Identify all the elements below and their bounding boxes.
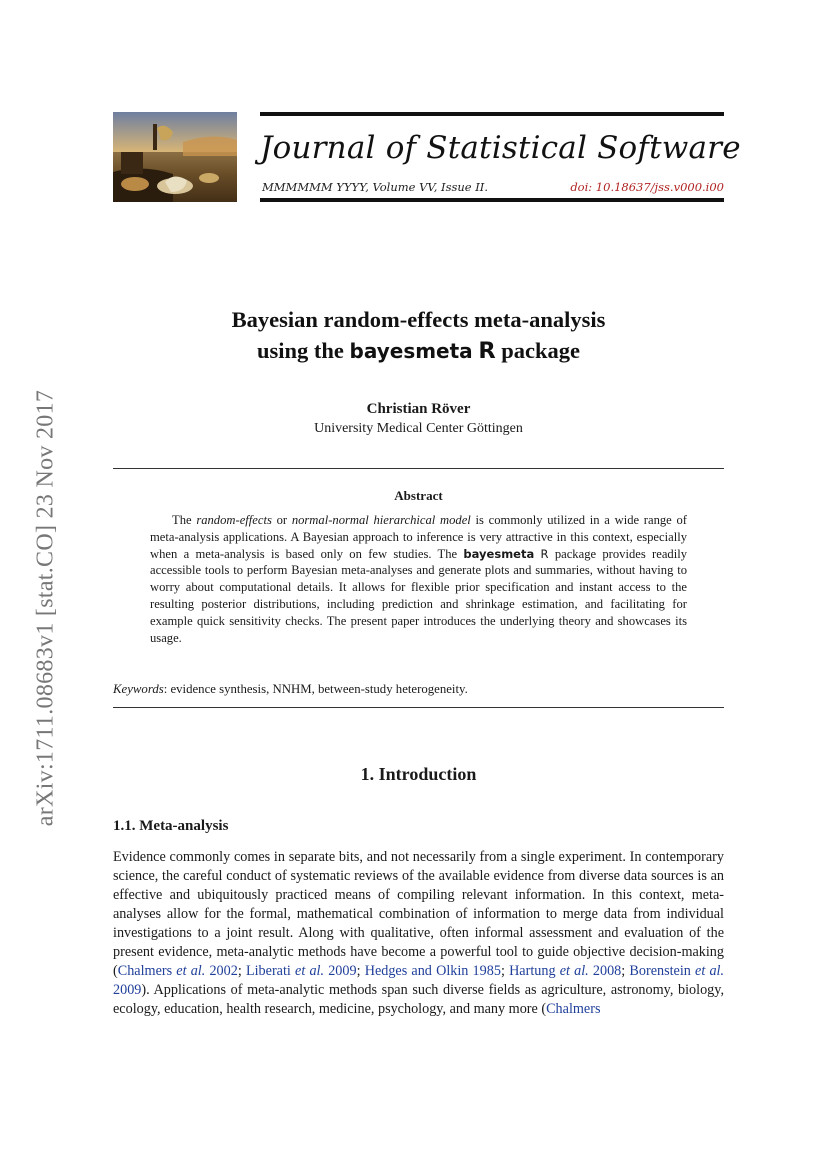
citation-link[interactable] bbox=[246, 963, 357, 979]
citation-year: 2009 bbox=[113, 982, 142, 998]
abstract-bottom-rule bbox=[113, 707, 724, 708]
citation-separator: ; bbox=[500, 963, 510, 979]
keywords bbox=[113, 682, 724, 697]
body-text-run: ). Applications of meta-analytic methods span such diverse fields as agriculture, astronomy, biology, ecology, education, health research, medicine, psychology, and many more ( bbox=[113, 982, 724, 1017]
abstract-emphasis: random-effects bbox=[196, 513, 272, 527]
body-paragraph bbox=[113, 848, 724, 1019]
citation-year: 2009 bbox=[324, 963, 357, 979]
citation-etal: et al. bbox=[559, 963, 589, 979]
abstract-text-run: The bbox=[172, 513, 197, 527]
citation-link[interactable] bbox=[509, 963, 621, 979]
package-name: bayesmeta bbox=[349, 339, 473, 363]
r-language-name: R bbox=[478, 338, 496, 364]
header-bottom-rule bbox=[260, 198, 724, 202]
citation-author: Borenstein bbox=[629, 963, 696, 979]
citation-etal: et al. bbox=[695, 963, 725, 979]
abstract-heading: Abstract bbox=[394, 488, 443, 503]
citation-etal: et al. bbox=[176, 963, 206, 979]
paper-title-line2 bbox=[113, 335, 724, 367]
citation-author: Chalmers bbox=[117, 963, 177, 979]
citation-separator: ; bbox=[237, 963, 246, 979]
citation-link[interactable] bbox=[118, 963, 238, 979]
title-text: using the bbox=[256, 338, 350, 363]
citation-separator: ; bbox=[621, 963, 630, 979]
abstract-text-run: or bbox=[271, 513, 292, 527]
abstract-text-run: is commonly utilized in a wide range of meta-analysis applications. A Bayesian approach to inference is very attractive in this context, especially when a meta-analysis is based only on few studies. The bbox=[150, 513, 687, 561]
keywords-label: Keywords bbox=[113, 682, 164, 696]
citation-author: Hartung bbox=[509, 963, 560, 979]
abstract-text bbox=[150, 512, 687, 646]
journal-title: Journal of Statistical Software bbox=[260, 130, 741, 166]
paper-title bbox=[113, 304, 724, 367]
citation-separator: ; bbox=[356, 963, 365, 979]
abstract-emphasis: normal-normal hierarchical model bbox=[291, 513, 471, 527]
abstract-package-name: bayesmeta bbox=[463, 546, 535, 561]
author-name: Christian Röver bbox=[366, 401, 471, 417]
paper-title-line1: Bayesian random-effects meta-analysis bbox=[231, 307, 606, 332]
citation-author: Liberati bbox=[245, 963, 296, 979]
citation-link[interactable]: Hedges and Olkin 1985 bbox=[364, 963, 501, 979]
body-text-run: Evidence commonly comes in separate bits, and not necessarily from a single experiment. In contemporary science, the careful conduct of systematic reviews of the available evidence from diverse data sources is an effective and ubiquitously practiced means of compiling relevant information. In this context, meta-analyses allow for the formal, mathematical combination of information to merge data from individual investigations to a joint result. Along with qualitative, often informal assessment and evaluation of the present evidence, meta-analytic methods have become a powerful tool to guide objective decision-making ( bbox=[113, 849, 724, 979]
journal-logo-painting bbox=[113, 112, 237, 202]
abstract-r-name: R bbox=[540, 546, 549, 561]
arxiv-stamp: arXiv:1711.08683v1 [stat.CO] 23 Nov 2017 bbox=[32, 389, 59, 827]
section-heading: 1. Introduction bbox=[360, 764, 477, 784]
citation-year: 2002 bbox=[205, 963, 238, 979]
author-affiliation: University Medical Center Göttingen bbox=[314, 421, 523, 436]
title-text: package bbox=[495, 338, 581, 363]
subsection-heading: 1.1. Meta-analysis bbox=[113, 818, 229, 834]
header-top-rule bbox=[260, 112, 724, 116]
keywords-text: : evidence synthesis, NNHM, between-study heterogeneity. bbox=[163, 682, 468, 696]
citation-year: 2008 bbox=[588, 963, 622, 979]
citation-etal: et al. bbox=[295, 963, 325, 979]
abstract-text-run: package provides readily accessible tools to perform Bayesian meta-analyses and generate plots and summaries, without having to worry about computational details. It allows for flexible prior specification and instant access to the resulting posterior distributions, including prediction and shrinkage estimation, and facilitating for example quick sensitivity checks. The present paper introduces the underlying theory and showcases its usage. bbox=[150, 546, 687, 645]
citation-link[interactable]: Chalmers bbox=[546, 1001, 601, 1017]
abstract-top-rule bbox=[113, 468, 724, 469]
journal-issue: MMMMMM YYYY, Volume VV, Issue II. bbox=[262, 180, 488, 194]
doi-link[interactable]: doi: 10.18637/jss.v000.i00 bbox=[570, 180, 724, 194]
